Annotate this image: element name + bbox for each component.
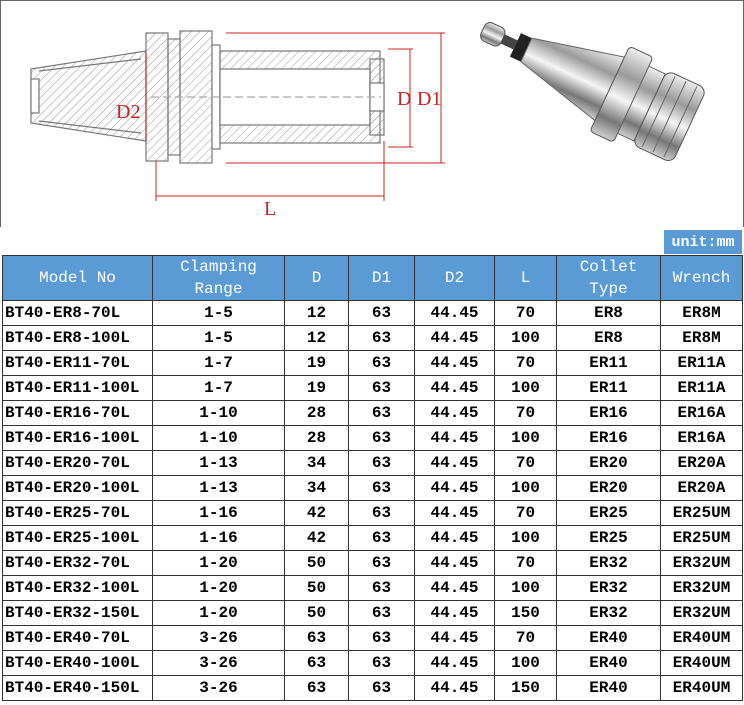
table-cell: 63 xyxy=(349,451,415,476)
table-cell: ER40UM xyxy=(661,651,743,676)
column-header xyxy=(415,256,495,301)
tool-holder-outline xyxy=(31,31,384,163)
table-cell: ER40 xyxy=(557,651,661,676)
table-row xyxy=(3,551,743,576)
d1-label: D1 xyxy=(417,88,442,110)
table-cell: 42 xyxy=(285,501,349,526)
table-cell: 1-7 xyxy=(153,351,285,376)
table-cell: ER16 xyxy=(557,426,661,451)
table-cell: ER32UM xyxy=(661,576,743,601)
table-cell: BT40-ER40-150L xyxy=(3,676,153,701)
table-cell: ER25 xyxy=(557,526,661,551)
table-cell: 63 xyxy=(349,326,415,351)
table-cell: BT40-ER20-100L xyxy=(3,476,153,501)
table-cell: 100 xyxy=(495,476,557,501)
table-row xyxy=(3,351,743,376)
technical-drawing xyxy=(1,1,461,227)
table-cell: 150 xyxy=(495,676,557,701)
table-cell: 34 xyxy=(285,451,349,476)
table-cell: 70 xyxy=(495,551,557,576)
table-cell: ER20 xyxy=(557,476,661,501)
table-cell: 44.45 xyxy=(415,526,495,551)
table-cell: 63 xyxy=(349,426,415,451)
table-cell: 44.45 xyxy=(415,351,495,376)
table-cell: BT40-ER11-70L xyxy=(3,351,153,376)
table-cell: ER40 xyxy=(557,676,661,701)
specification-table xyxy=(2,255,743,701)
table-row xyxy=(3,501,743,526)
table-cell: 44.45 xyxy=(415,501,495,526)
d2-label: D2 xyxy=(116,101,141,123)
table-cell: ER8M xyxy=(661,326,743,351)
table-cell: 70 xyxy=(495,451,557,476)
table-cell: 63 xyxy=(285,676,349,701)
table-cell: ER25 xyxy=(557,501,661,526)
table-row xyxy=(3,451,743,476)
table-cell: 1-13 xyxy=(153,451,285,476)
table-cell: 50 xyxy=(285,551,349,576)
l-label: L xyxy=(264,198,277,220)
product-figure-panel xyxy=(0,0,744,227)
table-row xyxy=(3,526,743,551)
table-cell: BT40-ER25-100L xyxy=(3,526,153,551)
table-cell: 1-13 xyxy=(153,476,285,501)
table-cell: 63 xyxy=(349,376,415,401)
table-cell: 12 xyxy=(285,326,349,351)
table-cell: 44.45 xyxy=(415,451,495,476)
table-cell: ER8 xyxy=(557,301,661,326)
table-cell: ER32 xyxy=(557,576,661,601)
table-cell: BT40-ER11-100L xyxy=(3,376,153,401)
table-cell: 1-5 xyxy=(153,326,285,351)
column-header xyxy=(557,256,661,301)
column-header xyxy=(153,256,285,301)
table-cell: BT40-ER32-70L xyxy=(3,551,153,576)
table-cell: 63 xyxy=(349,551,415,576)
table-cell: ER11 xyxy=(557,351,661,376)
table-cell: 1-16 xyxy=(153,501,285,526)
table-cell: BT40-ER8-100L xyxy=(3,326,153,351)
table-row xyxy=(3,301,743,326)
table-cell: ER40UM xyxy=(661,626,743,651)
table-cell: 63 xyxy=(349,351,415,376)
table-cell: 100 xyxy=(495,326,557,351)
table-cell: 44.45 xyxy=(415,626,495,651)
table-cell: 28 xyxy=(285,401,349,426)
table-cell: ER25UM xyxy=(661,526,743,551)
table-cell: 44.45 xyxy=(415,651,495,676)
table-cell: ER20 xyxy=(557,451,661,476)
table-cell: 3-26 xyxy=(153,676,285,701)
product-photo xyxy=(459,7,729,167)
table-row xyxy=(3,576,743,601)
table-cell: 1-20 xyxy=(153,551,285,576)
table-cell: 3-26 xyxy=(153,626,285,651)
column-header xyxy=(495,256,557,301)
table-cell: 44.45 xyxy=(415,601,495,626)
table-cell: 44.45 xyxy=(415,476,495,501)
table-cell: BT40-ER32-150L xyxy=(3,601,153,626)
table-cell: 28 xyxy=(285,426,349,451)
column-header xyxy=(285,256,349,301)
column-header xyxy=(3,256,153,301)
table-cell: 70 xyxy=(495,501,557,526)
table-cell: BT40-ER8-70L xyxy=(3,301,153,326)
table-cell: 63 xyxy=(349,601,415,626)
column-header xyxy=(349,256,415,301)
table-cell: BT40-ER40-70L xyxy=(3,626,153,651)
table-row xyxy=(3,376,743,401)
d-label: D xyxy=(397,88,412,110)
column-header-line: Type xyxy=(589,280,628,298)
table-cell: 44.45 xyxy=(415,676,495,701)
column-header-line: Wrench xyxy=(672,269,731,287)
table-cell: BT40-ER32-100L xyxy=(3,576,153,601)
table-cell: 44.45 xyxy=(415,401,495,426)
table-cell: BT40-ER25-70L xyxy=(3,501,153,526)
table-cell: 1-10 xyxy=(153,401,285,426)
table-cell: 44.45 xyxy=(415,551,495,576)
table-cell: ER32 xyxy=(557,551,661,576)
column-header-line: D2 xyxy=(444,269,465,287)
table-cell: 100 xyxy=(495,426,557,451)
table-cell: ER16A xyxy=(661,426,743,451)
table-cell: 1-16 xyxy=(153,526,285,551)
column-header-line: Collet xyxy=(579,258,638,276)
column-header-line: Range xyxy=(194,280,243,298)
table-cell: 63 xyxy=(349,576,415,601)
table-cell: 70 xyxy=(495,351,557,376)
table-row xyxy=(3,476,743,501)
table-cell: BT40-ER20-70L xyxy=(3,451,153,476)
table-cell: 44.45 xyxy=(415,426,495,451)
table-cell: 70 xyxy=(495,301,557,326)
table-cell: ER32UM xyxy=(661,551,743,576)
table-cell: ER16A xyxy=(661,401,743,426)
table-row xyxy=(3,401,743,426)
table-cell: 34 xyxy=(285,476,349,501)
table-cell: ER32 xyxy=(557,601,661,626)
table-cell: 50 xyxy=(285,601,349,626)
column-header-line: Clamping xyxy=(180,258,257,276)
unit-row xyxy=(0,226,744,256)
table-cell: 63 xyxy=(349,526,415,551)
table-cell: ER8 xyxy=(557,326,661,351)
table-cell: 63 xyxy=(349,651,415,676)
column-header-line: D1 xyxy=(371,269,392,287)
table-cell: 150 xyxy=(495,601,557,626)
table-cell: 63 xyxy=(349,501,415,526)
table-cell: 63 xyxy=(349,301,415,326)
table-cell: 63 xyxy=(349,476,415,501)
table-cell: 44.45 xyxy=(415,301,495,326)
unit-label: unit:mm xyxy=(664,230,742,254)
table-cell: ER40UM xyxy=(661,676,743,701)
table-cell: 1-20 xyxy=(153,601,285,626)
table-row xyxy=(3,601,743,626)
table-cell: 44.45 xyxy=(415,326,495,351)
table-row xyxy=(3,626,743,651)
table-cell: 1-10 xyxy=(153,426,285,451)
table-cell: ER11A xyxy=(661,351,743,376)
table-cell: 42 xyxy=(285,526,349,551)
table-cell: 70 xyxy=(495,626,557,651)
table-cell: 70 xyxy=(495,401,557,426)
table-cell: 1-20 xyxy=(153,576,285,601)
table-cell: 1-7 xyxy=(153,376,285,401)
table-cell: 19 xyxy=(285,351,349,376)
table-cell: BT40-ER40-100L xyxy=(3,651,153,676)
table-cell: ER11 xyxy=(557,376,661,401)
column-header-line: D xyxy=(311,269,322,287)
table-cell: ER32UM xyxy=(661,601,743,626)
table-cell: 44.45 xyxy=(415,376,495,401)
table-cell: 3-26 xyxy=(153,651,285,676)
table-row xyxy=(3,426,743,451)
table-row xyxy=(3,326,743,351)
table-cell: ER20A xyxy=(661,451,743,476)
table-cell: 63 xyxy=(349,401,415,426)
table-cell: ER11A xyxy=(661,376,743,401)
table-cell: 12 xyxy=(285,301,349,326)
table-cell: 63 xyxy=(285,651,349,676)
table-cell: BT40-ER16-100L xyxy=(3,426,153,451)
table-cell: ER40 xyxy=(557,626,661,651)
table-row xyxy=(3,651,743,676)
table-cell: 100 xyxy=(495,526,557,551)
table-cell: 63 xyxy=(349,626,415,651)
table-cell: 44.45 xyxy=(415,576,495,601)
table-cell: ER25UM xyxy=(661,501,743,526)
table-row xyxy=(3,676,743,701)
table-cell: 63 xyxy=(349,676,415,701)
table-cell: BT40-ER16-70L xyxy=(3,401,153,426)
table-header-row xyxy=(3,256,743,301)
table-cell: 100 xyxy=(495,576,557,601)
table-body xyxy=(3,301,743,701)
table-cell: 100 xyxy=(495,376,557,401)
table-cell: 19 xyxy=(285,376,349,401)
table-cell: 100 xyxy=(495,651,557,676)
table-cell: 63 xyxy=(285,626,349,651)
table-cell: ER20A xyxy=(661,476,743,501)
column-header-line: L xyxy=(520,269,531,287)
table-cell: 1-5 xyxy=(153,301,285,326)
table-cell: ER8M xyxy=(661,301,743,326)
column-header xyxy=(661,256,743,301)
table-cell: 50 xyxy=(285,576,349,601)
table-cell: ER16 xyxy=(557,401,661,426)
column-header-line: Model No xyxy=(39,269,116,287)
